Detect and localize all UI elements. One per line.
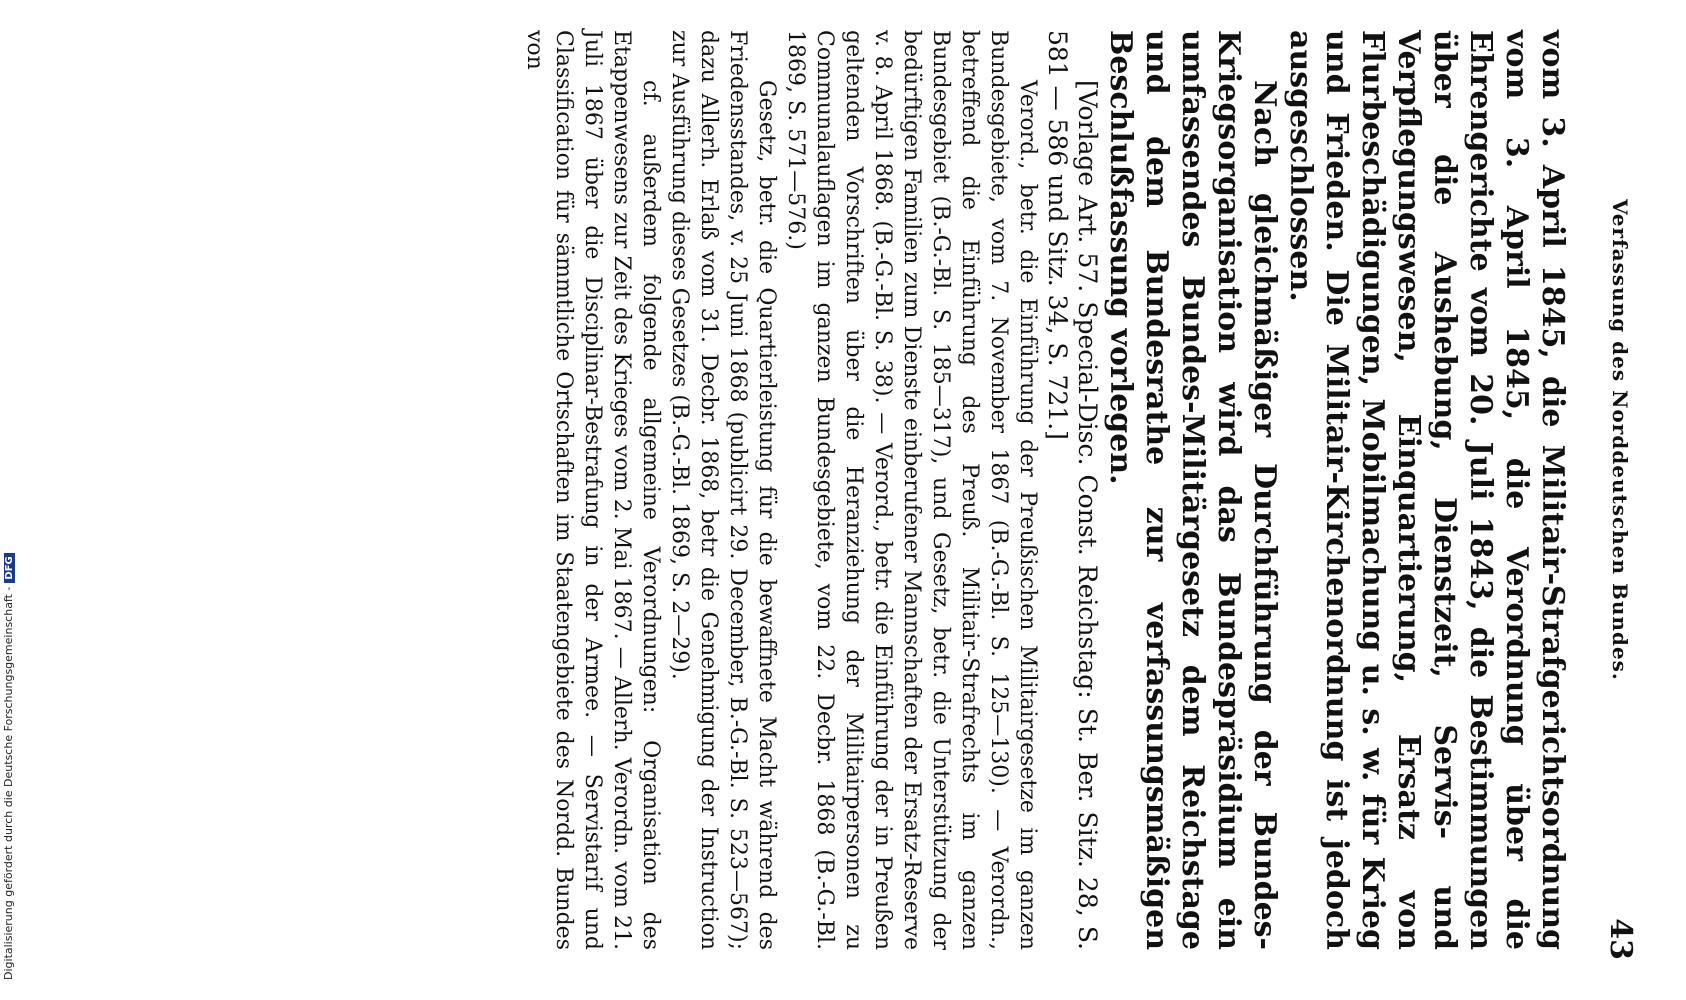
dfg-logo: DFG xyxy=(4,553,15,582)
credit-text: Digitalisierung gefördert durch die Deutsche Forschungsgemeinschaft - xyxy=(2,586,15,980)
digitization-credit xyxy=(2,540,15,980)
paragraph-vorlage-reference: [Vorlage Art. 57. Special-Disc. Const. Reichstag: St. Ber. Sitz. 28, S. 581 — 586 und Sitz. 34, S. 721.] xyxy=(1043,30,1102,950)
paragraph-allgemeine-verordnungen: cf. außerdem folgende allgemeine Verordnungen: Organisation des Etappenwesens zur Zeit des Krieges vom 2. Mai 1867. — Allerh. Verordn. vom 21. Juli 1867 über die Disciplinar-Bestrafung in der Armee. — Servistarif und Classification für sämmtliche Ortschaften im Staatengebiete des Nordd. Bundes von xyxy=(522,30,663,950)
paragraph-quartierleistung: Gesetz, betr. die Quartierleistung für die bewaffnete Macht während des Friedensstandes, v. 25 Juni 1868 (publicirt 29. December, B.-G.-Bl. S. 523—567); dazu Allerh. Erlaß vom 31. Decbr. 1868, betr die Genehmigung der Instruction zur Ausführung dieses Gesetzes (B.-G.-Bl. 1869, S. 2—29). xyxy=(667,30,779,950)
running-head: Verfassung des Norddeutschen Bundes. xyxy=(1608,199,1632,681)
paragraph-verordnungen: Verord., betr. die Einführung der Preußischen Militairgesetze im ganzen Bundesgebiete, vom 7. November 1867 (B.-G.-Bl. S. 125—130). — Verordn., betreffend die Einführung des Preuß. Militair-Strafrechts im ganzen Bundesgebiet (B.-G.-Bl. S. 185—317), und Gesetz, betr. die Unterstützung der bedürftigen Familien zum Dienste einberufener Mannschaften der Ersatz-Reserve v. 8. April 1868. (B.-G.-Bl. S. 38). — Verord., betr. die Einführung der in Preußen geltenden Vorschriften über die Heranziehung der Militairpersonen zu Communalauflagen im ganzen Bundesgebiete, vom 22. Decbr. 1868 (B.-G.-Bl. 1869, S. 571—576.) xyxy=(783,30,1040,950)
rotated-scan xyxy=(140,30,1640,970)
paragraph-bundes-militaergesetz: Nach gleichmäßiger Durchführung der Bundes-Kriegsorganisation wird das Bundespräsidium ein umfassendes Bundes-Militärgesetz dem Reichstage und dem Bundesrathe zur verfassungsmäßigen Beschlußfassung vorlegen. xyxy=(1103,30,1282,950)
page-number: 43 xyxy=(1603,918,1638,960)
paragraph-militair-gesetze: vom 3. April 1845, die Militair-Strafgerichtsordnung vom 3. April 1845, die Verordnung über die Ehrengerichte vom 20. Juli 1843, die Bestimmungen über die Aushebung, Dienstzeit, Servis- und Verpflegungswesen, Einquartierung, Ersatz von Flurbeschädigungen, Mobilmachung u. s. w. für Krieg und Frieden. Die Militair-Kirchenordnung ist jedoch ausgeschlossen. xyxy=(1283,30,1570,950)
page-header xyxy=(1600,30,1640,970)
body-text xyxy=(520,30,1570,950)
